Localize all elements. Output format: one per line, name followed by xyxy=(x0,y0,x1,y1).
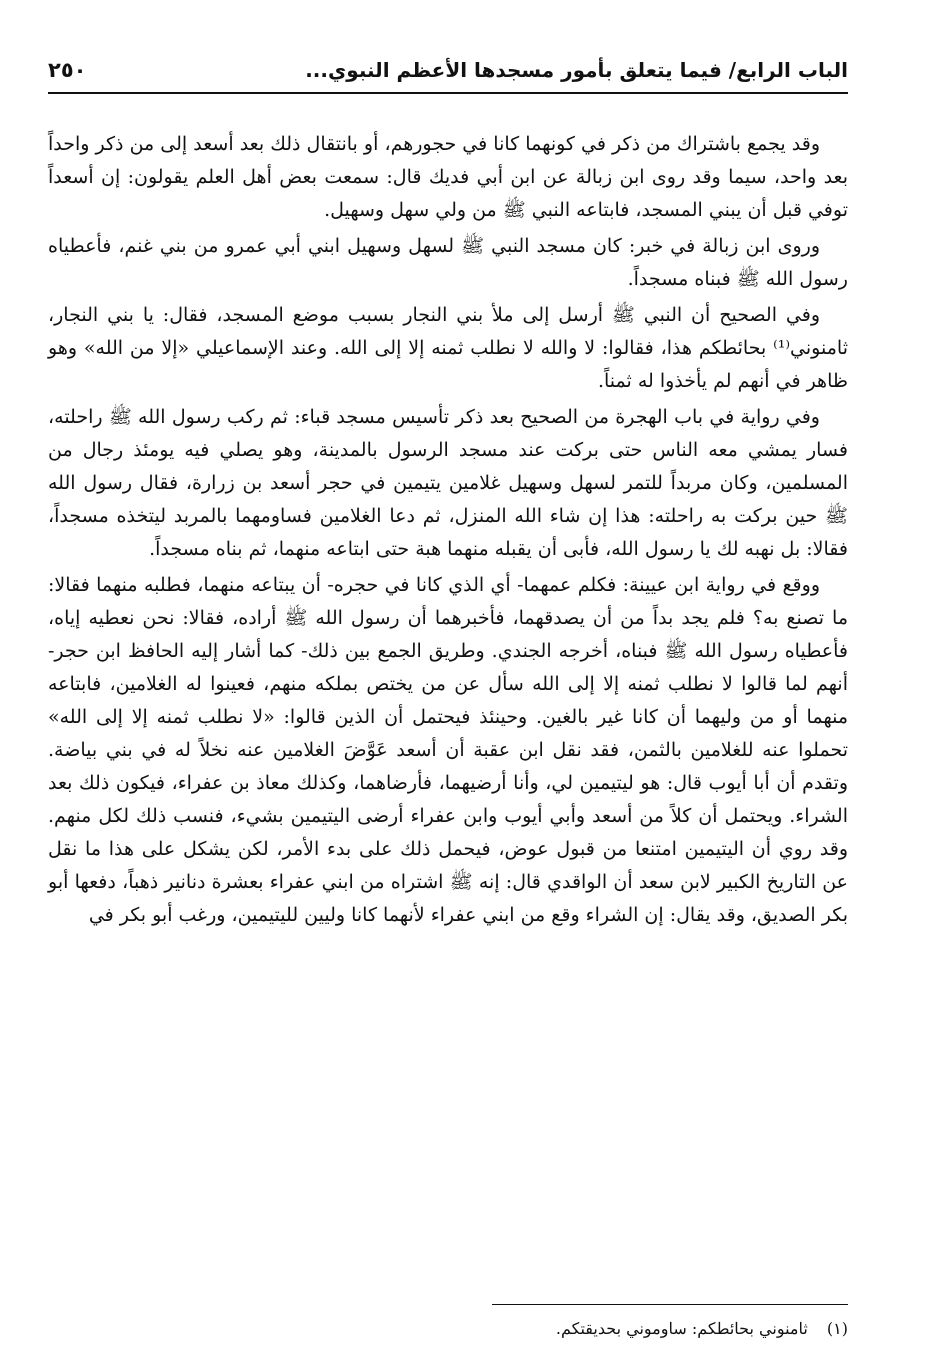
running-header xyxy=(48,48,848,94)
body-text xyxy=(48,128,848,935)
paragraph: وروى ابن زبالة في خبر: كان مسجد النبي ﷺ لسهل وسهيل ابني أبي عمرو من بني غنم، فأعطياه رسول الله ﷺ فبناه مسجداً. xyxy=(48,235,848,290)
footnote-text: ثامنوني بحائطكم: ساوموني بحديقتكم. xyxy=(555,1319,808,1338)
footnote-marker: (١) xyxy=(826,1319,848,1338)
footnote xyxy=(556,1319,848,1338)
footnote-divider xyxy=(492,1304,848,1305)
paragraph: وفي الصحيح أن النبي ﷺ أرسل إلى ملأ بني النجار بسبب موضع المسجد، فقال: يا بني النجار، ثامنوني⁽¹⁾ بحائطكم هذا، فقالوا: لا والله لا نطلب ثمنه إلا إلى الله. وعند الإسماعيلي «إلا من الله» وهو ظاهر في أنهم لم يأخذوا له ثمناً. xyxy=(48,304,848,392)
book-page xyxy=(48,48,848,1338)
paragraph: وقد يجمع باشتراك من ذكر في كونهما كانا في حجورهم، أو بانتقال ذلك بعد أسعد إلى من ذكر واحداً بعد واحد، سيما وقد روى ابن زبالة عن ابن أبي فديك قال: سمعت بعض أهل العلم يقولون: إن أسعداً توفي قبل أن يبني المسجد، فابتاعه النبي ﷺ من ولي سهل وسهيل. xyxy=(48,133,848,221)
paragraph: ووقع في رواية ابن عيينة: فكلم عمهما- أي الذي كانا في حجره- أن يبتاعه منهما، فطلبه منهما فقالا: ما تصنع به؟ فلم يجد بداً من أن يصدقهما، فأخبرهما أن رسول الله ﷺ أراده، فقالا: نحن نعطيه إياه، فأعطياه رسول الله ﷺ فبناه، أخرجه الجندي. وطريق الجمع بين ذلك- كما أشار إليه الحافظ ابن حجر- أنهم لما قالوا لا نطلب ثمنه إلا إلى الله سأل عن من يختص بملكه منهم، فعينوا له الغلامين، فابتاعه منهما أو من وليهما أن كانا غير بالغين. وحينئذ فيحتمل أن الذين قالوا: «لا نطلب ثمنه إلا إلى الله» تحملوا عنه للغلامين بالثمن، فقد نقل ابن عقبة أن أسعد عَوَّضَ الغلامين عنه نخلاً له في بني بياضة. وتقدم أن أبا أيوب قال: هو ليتيمين لي، وأنا أرضيهما، فأرضاهما، وكذلك معاذ بن عفراء، فيكون ذلك بعد الشراء. ويحتمل أن كلاً من أسعد وأبي أيوب وابن عفراء أرضى اليتيمين بشيء، فنسب ذلك لكل منهم. وقد روي أن اليتيمين امتنعا من قبول عوض، فيحمل ذلك على بدء الأمر، لكن يشكل على هذا ما نقل عن التاريخ الكبير لابن سعد أن الواقدي قال: إنه ﷺ اشتراه من ابني عفراء بعشرة دنانير ذهباً، دفعها أبو بكر الصديق، وقد يقال: إن الشراء وقع من ابني عفراء لأنهما كانا وليين لليتيمين، ورغب أبو بكر في xyxy=(48,574,848,926)
page-number: ٢٥٠ xyxy=(48,58,87,82)
paragraph: وفي رواية في باب الهجرة من الصحيح بعد ذكر تأسيس مسجد قباء: ثم ركب رسول الله ﷺ راحلته، فسار يمشي معه الناس حتى بركت عند مسجد الرسول بالمدينة، وهو يصلي فيه يومئذ رجال من المسلمين، وكان مربداً للتمر لسهل وسهيل غلامين يتيمين في حجر أسعد بن زرارة، فقال رسول الله ﷺ حين بركت به راحلته: هذا إن شاء الله المنزل، ثم دعا الغلامين فساومهما بالمربد ليتخذه مسجداً، فقالا: بل نهبه لك يا رسول الله، فأبى أن يقبله منهما هبة حتى ابتاعه منهما، ثم بناه مسجداً. xyxy=(48,406,848,560)
chapter-title: الباب الرابع/ فيما يتعلق بأمور مسجدها الأعظم النبوي... xyxy=(305,58,848,82)
